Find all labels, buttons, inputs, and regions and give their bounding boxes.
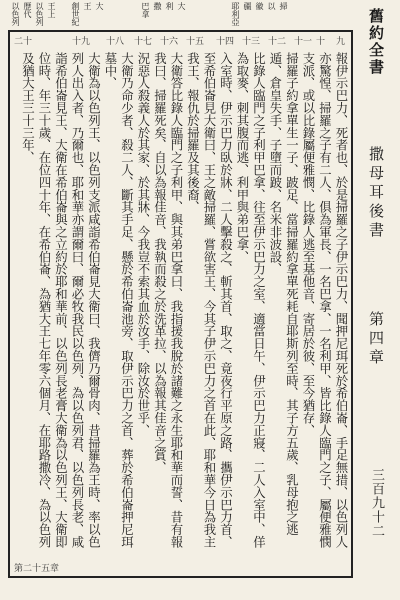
margin-note: 徽 xyxy=(255,2,264,10)
column-label: 二十 xyxy=(14,37,33,47)
paragraph: 況惡人殺義人於其家、於其牀、今我豈不索其血於汝手、除汝於世乎、 xyxy=(136,52,151,437)
margin-note: 利 xyxy=(165,2,174,10)
paragraph: 報伊示巴力、死者也、於是掃羅之子伊示巴力、聞押尼珥死於希伯崙、手足無措、以色列人亦驚惶、掃羅之子有二人、俱為軍長、一名巴拿、一名利甲、皆比錄人臨門之子、屬便雅憫支派、或以比錄屬便雅憫、比錄人逃至基他音、寄居於彼、至今猶存、 xyxy=(301,52,349,548)
column-label: 十四 xyxy=(216,37,235,47)
column-label: 九 xyxy=(336,37,346,47)
text-frame xyxy=(8,30,353,578)
margin-note: 以色列 xyxy=(35,2,44,26)
column-label: 十七 xyxy=(134,37,153,47)
margin-note: 撒 xyxy=(153,2,162,10)
paragraph: 大衛為以色列王、以色列支派咸詣希伯崙見大衛曰、我儕乃爾骨肉、昔掃羅為王時、率以色列人出入者、乃爾也、耶和華亦謂爾曰、爾必牧我民以色列、為以色列君、以色列長老、咸詣希伯崙見王、大衛在希伯崙與之立約於耶和華前、以色列長老膏大衛為以色列王、大衛即位時、年三十歲、在位四十年、在希伯崙、為猶大王七年零六個月、在耶路撒冷、為以色列及猶大王三十三年、 xyxy=(20,52,102,548)
margin-note: 疆 xyxy=(243,2,252,10)
margin-note: 大 xyxy=(95,2,104,10)
margin-note: 巴拿 xyxy=(141,2,150,18)
column-label: 十 xyxy=(316,37,326,47)
margin-note: 創世紀 xyxy=(71,2,80,26)
paragraph: 比錄人臨門之子利甲巴拿、往至伊示巴力之室、適當日午、伊示巴力正寢、二人入室中、佯為取麥、刺其腹而逃、利甲與弟巴拿、 xyxy=(235,52,267,548)
margin-note: 王上 xyxy=(47,2,56,18)
column-label: 十九 xyxy=(72,37,91,47)
chapter-title: 撒母耳後書 xyxy=(367,146,385,241)
column-label: 十一 xyxy=(294,37,313,47)
paragraph: 大衛答比錄人臨門之子利甲、與其弟巴拿曰、我指援我脫於諸難之永生耶和華而誓、昔有報我曰、掃羅死矣、自以為報佳音、我執而殺之於洗革拉、以為報其佳音之賞、 xyxy=(152,52,184,548)
paragraph: 掃羅子約拿單生一子、跛足、當掃羅約拿單死耗自耶斯列至時、其子方五歲、乳母抱之逃遁、倉皇失手、子墮而跛、名米非波設、 xyxy=(268,52,300,536)
margin-note: 掃 xyxy=(279,2,288,10)
book-title: 舊約全書 xyxy=(367,8,385,76)
running-header xyxy=(358,8,394,592)
column-label: 十六 xyxy=(160,37,179,47)
scripture-body xyxy=(19,52,349,552)
margin-note: 耶利亞 xyxy=(231,2,240,26)
column-label: 十五 xyxy=(186,37,205,47)
paragraph: 入室時、伊示巴力臥於牀、二人擊殺之、斬其首、取之、竟夜行平原之路、攜伊示巴力首、至希伯崙見大衛曰、王之敵掃羅、嘗欲害王、今其子伊示巴力之首在此、耶和華今日為我主我王、報仇於掃羅及其後裔、 xyxy=(185,52,234,548)
margin-note: 王 xyxy=(83,2,92,10)
column-label: 十三 xyxy=(242,37,261,47)
column-label: 十八 xyxy=(106,37,125,47)
margin-note: 以色列 xyxy=(11,2,20,26)
verse-column-labels xyxy=(10,34,351,50)
footer-ref-text: 第二十五章 xyxy=(14,564,60,574)
chapter-number: 第四章 xyxy=(367,311,385,368)
page-number: 三百九十二 xyxy=(369,468,384,538)
margin-note: 歷代 xyxy=(23,2,32,18)
column-label: 十二 xyxy=(268,37,287,47)
paragraph: 大衛乃命少者、殺二人、斷其手足、懸於希伯崙池旁、取伊示巴力之首、葬於希伯崙押尼珥墓中、 xyxy=(103,52,135,548)
margin-note: 大 xyxy=(177,2,186,10)
margin-note: 以 xyxy=(267,2,276,10)
